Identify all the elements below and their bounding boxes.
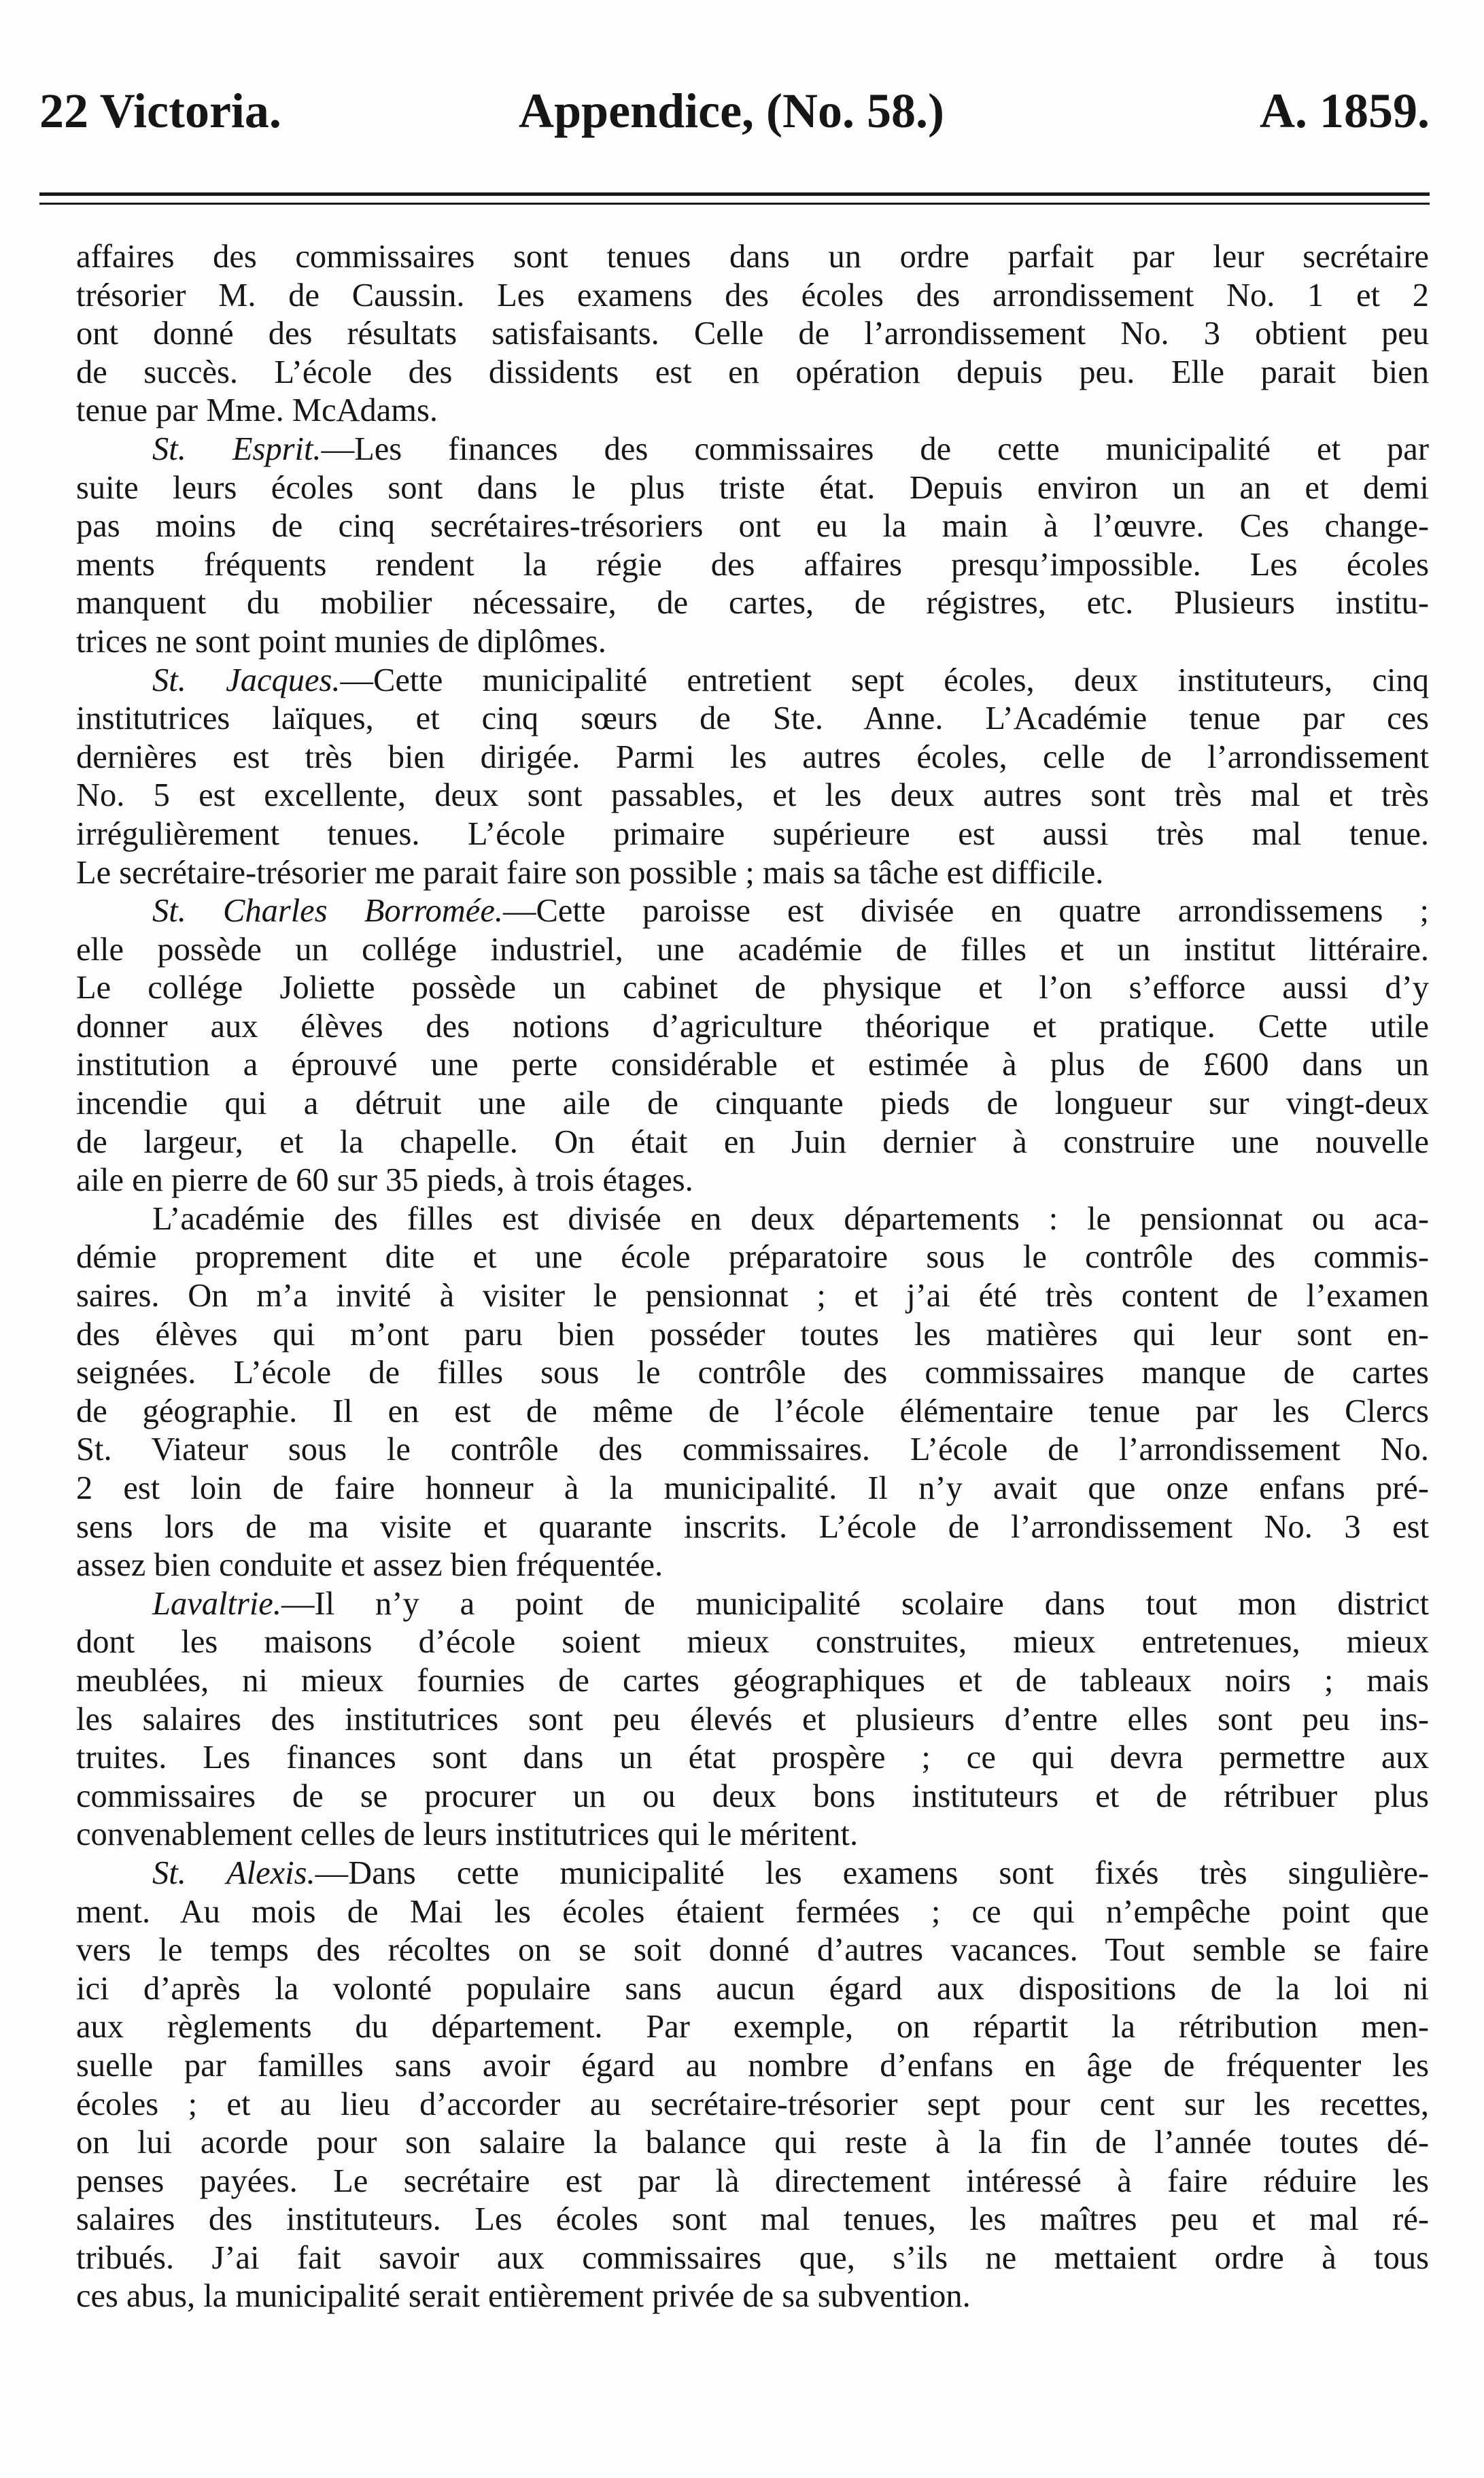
text-line: saires. On m’a invité à visiter le pensionnat ; et j’ai été très content de l’examen <box>76 1278 1429 1314</box>
text-line: institutrices laïques, et cinq sœurs de Ste. Anne. L’Académie tenue par ces <box>76 700 1429 737</box>
paragraph-first-line <box>76 1585 1429 1624</box>
paragraph-first-line <box>76 662 1429 700</box>
text-line: affaires des commissaires sont tenues dans un ordre parfait par leur secrétaire <box>76 239 1429 275</box>
text-line: aux règlements du département. Par exemple, on répartit la rétribution men- <box>76 2009 1429 2046</box>
text-line: vers le temps des récoltes on se soit donné d’autres vacances. Tout semble se faire <box>76 1932 1429 1969</box>
text-line: pas moins de cinq secrétaires-trésoriers ont eu la main à l’œuvre. Ces change- <box>76 508 1429 545</box>
text-line: salaires des instituteurs. Les écoles sont mal tenues, les maîtres peu et mal ré- <box>76 2201 1429 2238</box>
header-rule-thick <box>39 192 1430 196</box>
paragraph-first-line <box>76 430 1429 469</box>
text-line: suelle par familles sans avoir égard au nombre d’enfans en âge de fréquenter les <box>76 2047 1429 2084</box>
text-line: Le secrétaire-trésorier me parait faire son possible ; mais sa tâche est difficile. <box>76 854 1104 891</box>
text-line: elle possède un collége industriel, une académie de filles et un institut littéraire. <box>76 931 1429 968</box>
text-line: assez bien conduite et assez bien fréquentée. <box>76 1547 663 1584</box>
text-run: —Cette municipalité entretient sept écoles, deux instituteurs, cinq <box>340 662 1429 698</box>
text-line: démie proprement dite et une école préparatoire sous le contrôle des commis- <box>76 1239 1429 1276</box>
text-line: dernières est très bien dirigée. Parmi les autres écoles, celle de l’arrondissement <box>76 739 1429 775</box>
text-run: —Cette paroisse est divisée en quatre arrondissemens ; <box>502 893 1429 930</box>
text-line: de succès. L’école des dissidents est en opération depuis peu. Elle parait bien <box>76 354 1429 390</box>
text-line: meublées, ni mieux fournies de cartes géographiques et de tableaux noirs ; mais <box>76 1662 1429 1699</box>
text-run: —Dans cette municipalité les examens sont fixés très singulière- <box>315 1854 1429 1891</box>
text-line: manquent du mobilier nécessaire, de cartes, de régistres, etc. Plusieurs institu- <box>76 585 1429 622</box>
text-line: 2 est loin de faire honneur à la municipalité. Il n’y avait que onze enfans pré- <box>76 1470 1429 1506</box>
page-header <box>39 80 1430 141</box>
paragraph-heading-st-alexis: St. Alexis. <box>152 1854 315 1891</box>
text-line: No. 5 est excellente, deux sont passables, et les deux autres sont très mal et très <box>76 777 1429 814</box>
text-line: sens lors de ma visite et quarante inscrits. L’école de l’arrondissement No. 3 est <box>76 1508 1429 1545</box>
text-line: L’académie des filles est divisée en deux départements : le pensionnat ou aca- <box>152 1200 1429 1237</box>
text-line: ments fréquents rendent la régie des affaires presqu’impossible. Les écoles <box>76 546 1429 583</box>
text-line: trésorier M. de Caussin. Les examens des écoles des arrondissement No. 1 et 2 <box>76 277 1429 313</box>
text-line: aile en pierre de 60 sur 35 pieds, à trois étages. <box>76 1162 693 1199</box>
text-line: dont les maisons d’école soient mieux construites, mieux entretenues, mieux <box>76 1624 1429 1661</box>
text-line: penses payées. Le secrétaire est par là directement intéressé à faire réduire les <box>76 2162 1429 2199</box>
paragraph-heading-st-jacques: St. Jacques. <box>152 662 341 698</box>
text-line: ont donné des résultats satisfaisants. Celle de l’arrondissement No. 3 obtient peu <box>76 316 1429 352</box>
text-line: on lui acorde pour son salaire la balance qui reste à la fin de l’année toutes dé- <box>76 2124 1429 2161</box>
text-line: de largeur, et la chapelle. On était en Juin dernier à construire une nouvelle <box>76 1123 1429 1160</box>
paragraph-first-line <box>76 1854 1429 1893</box>
body-text <box>76 238 1429 2316</box>
text-line: trices ne sont point munies de diplômes. <box>76 623 606 660</box>
text-line: Le collége Joliette possède un cabinet de physique et l’on s’efforce aussi d’y <box>76 970 1429 1006</box>
text-line: ici d’après la volonté populaire sans aucun égard aux dispositions de la loi ni <box>76 1970 1429 2007</box>
text-line: ment. Au mois de Mai les écoles étaient fermées ; ce qui n’empêche point que <box>76 1893 1429 1930</box>
paragraph-first-line <box>76 892 1429 931</box>
header-session: 22 Victoria. <box>39 84 281 138</box>
text-line: tenue par Mme. McAdams. <box>76 392 438 429</box>
paragraph-heading-lavaltrie: Lavaltrie. <box>152 1585 281 1622</box>
text-line: tribués. J’ai fait savoir aux commissaires que, s’ils ne mettaient ordre à tous <box>76 2239 1429 2276</box>
text-line: ces abus, la municipalité serait entièrement privée de sa subvention. <box>76 2278 971 2315</box>
text-line: St. Viateur sous le contrôle des commissaires. L’école de l’arrondissement No. <box>76 1431 1429 1468</box>
text-run: —Il n’y a point de municipalité scolaire dans tout mon district <box>281 1585 1429 1622</box>
text-line: irrégulièrement tenues. L’école primaire supérieure est aussi très mal tenue. <box>76 815 1429 852</box>
text-line: institution a éprouvé une perte considérable et estimée à plus de £600 dans un <box>76 1047 1429 1083</box>
text-line: suite leurs écoles sont dans le plus triste état. Depuis environ un an et demi <box>76 469 1429 506</box>
text-line: truites. Les finances sont dans un état prospère ; ce qui devra permettre aux <box>76 1739 1429 1776</box>
text-line: des élèves qui m’ont paru bien posséder toutes les matières qui leur sont en- <box>76 1316 1429 1353</box>
text-line: écoles ; et au lieu d’accorder au secrétaire-trésorier sept pour cent sur les recettes, <box>76 2086 1429 2122</box>
header-year: A. 1859. <box>1260 84 1430 138</box>
paragraph-heading-st-charles-borromee: St. Charles Borromée. <box>152 893 503 930</box>
text-line: donner aux élèves des notions d’agriculture théorique et pratique. Cette utile <box>76 1008 1429 1045</box>
text-line: les salaires des institutrices sont peu élevés et plusieurs d’entre elles sont peu ins- <box>76 1701 1429 1737</box>
text-line: convenablement celles de leurs institutrices qui le méritent. <box>76 1816 859 1853</box>
text-line: de géographie. Il en est de même de l’école élémentaire tenue par les Clercs <box>76 1393 1429 1429</box>
text-line: incendie qui a détruit une aile de cinquante pieds de longueur sur vingt-deux <box>76 1085 1429 1122</box>
text-line: commissaires de se procurer un ou deux bons instituteurs et de rétribuer plus <box>76 1778 1429 1814</box>
text-run: —Les finances des commissaires de cette municipalité et par <box>321 430 1429 467</box>
header-rule-thin <box>39 203 1430 205</box>
header-appendix: Appendice, (No. 58.) <box>519 84 944 138</box>
paragraph-heading-st-esprit: St. Esprit. <box>152 430 322 467</box>
text-line: seignées. L’école de filles sous le contrôle des commissaires manque de cartes <box>76 1355 1429 1391</box>
